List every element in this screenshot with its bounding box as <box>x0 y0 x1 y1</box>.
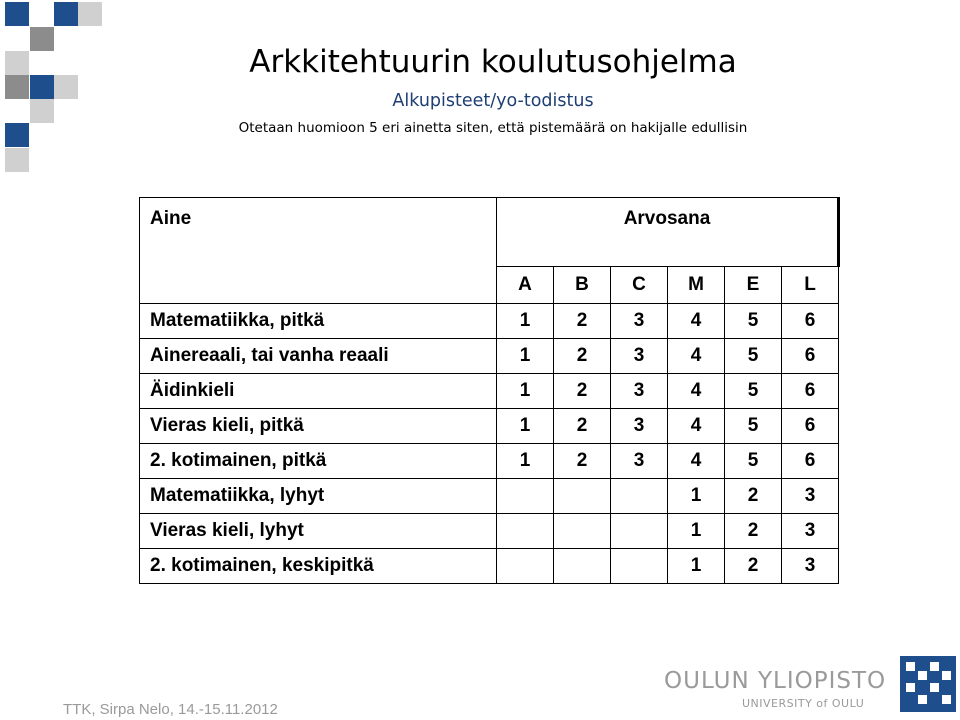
points-cell: 1 <box>497 304 554 339</box>
points-cell: 3 <box>611 409 668 444</box>
points-cell <box>611 549 668 584</box>
subject-cell: 2. kotimainen, pitkä <box>140 444 497 479</box>
points-cell: 1 <box>497 409 554 444</box>
points-cell: 4 <box>668 409 725 444</box>
points-cell: 6 <box>782 304 839 339</box>
deco-square <box>54 2 78 26</box>
points-cell: 1 <box>668 479 725 514</box>
subject-cell: Vieras kieli, pitkä <box>140 409 497 444</box>
grade-letter: B <box>554 267 611 304</box>
slide-title: Arkkitehtuurin koulutusohjelma <box>249 44 737 80</box>
table-row <box>140 479 839 514</box>
points-cell: 2 <box>725 479 782 514</box>
university-logo-name: OULUN YLIOPISTO <box>664 668 887 694</box>
points-cell: 1 <box>497 374 554 409</box>
deco-square <box>78 2 102 26</box>
header-subject: Aine <box>140 198 497 267</box>
grade-letter: C <box>611 267 668 304</box>
grade-letter: A <box>497 267 554 304</box>
table-header-row <box>140 198 839 267</box>
table-row <box>140 514 839 549</box>
points-cell: 4 <box>668 444 725 479</box>
points-cell: 4 <box>668 304 725 339</box>
points-cell: 1 <box>497 444 554 479</box>
slide-note: Otetaan huomioon 5 eri ainetta siten, että pistemäärä on hakijalle edullisin <box>238 120 748 136</box>
points-cell: 5 <box>725 444 782 479</box>
points-cell: 3 <box>782 549 839 584</box>
points-cell: 5 <box>725 374 782 409</box>
footer-text: TTK, Sirpa Nelo, 14.-15.11.2012 <box>63 701 278 718</box>
points-cell: 5 <box>725 304 782 339</box>
subject-cell: Äidinkieli <box>140 374 497 409</box>
table-row <box>140 444 839 479</box>
slide-subtitle: Alkupisteet/yo-todistus <box>392 91 594 111</box>
header-subject-blank <box>140 267 497 304</box>
subject-cell: Matematiikka, pitkä <box>140 304 497 339</box>
points-cell: 3 <box>611 304 668 339</box>
points-cell <box>611 479 668 514</box>
points-cell <box>554 549 611 584</box>
points-cell: 4 <box>668 339 725 374</box>
points-cell: 3 <box>782 514 839 549</box>
university-emblem-icon <box>900 656 956 712</box>
table-row <box>140 304 839 339</box>
points-cell: 2 <box>725 549 782 584</box>
points-cell: 1 <box>668 549 725 584</box>
subject-cell: Ainereaali, tai vanha reaali <box>140 339 497 374</box>
points-cell: 2 <box>554 304 611 339</box>
table-row <box>140 409 839 444</box>
subject-cell: Vieras kieli, lyhyt <box>140 514 497 549</box>
points-cell: 3 <box>782 479 839 514</box>
points-cell: 3 <box>611 374 668 409</box>
points-cell <box>554 479 611 514</box>
points-cell: 2 <box>725 514 782 549</box>
points-cell: 2 <box>554 444 611 479</box>
points-cell <box>497 479 554 514</box>
grade-points-table <box>139 197 840 584</box>
points-cell: 2 <box>554 339 611 374</box>
points-cell <box>497 549 554 584</box>
grade-letter: M <box>668 267 725 304</box>
points-cell: 2 <box>554 374 611 409</box>
grade-letter: L <box>782 267 839 304</box>
table-row <box>140 339 839 374</box>
points-cell <box>611 514 668 549</box>
points-cell: 1 <box>668 514 725 549</box>
deco-square <box>5 2 29 26</box>
points-cell: 4 <box>668 374 725 409</box>
table-row <box>140 549 839 584</box>
points-cell: 6 <box>782 444 839 479</box>
deco-square <box>5 148 29 172</box>
table-row <box>140 374 839 409</box>
points-cell <box>497 514 554 549</box>
grade-letters-row <box>140 267 839 304</box>
points-cell: 1 <box>497 339 554 374</box>
points-cell: 6 <box>782 409 839 444</box>
points-cell: 6 <box>782 339 839 374</box>
points-cell: 5 <box>725 409 782 444</box>
header-grade: Arvosana <box>497 198 839 267</box>
points-cell: 2 <box>554 409 611 444</box>
subject-cell: 2. kotimainen, keskipitkä <box>140 549 497 584</box>
points-cell: 3 <box>611 444 668 479</box>
points-cell: 6 <box>782 374 839 409</box>
university-logo-subname: UNIVERSITY of OULU <box>742 697 865 710</box>
subject-cell: Matematiikka, lyhyt <box>140 479 497 514</box>
points-cell <box>554 514 611 549</box>
grade-letter: E <box>725 267 782 304</box>
points-cell: 3 <box>611 339 668 374</box>
points-cell: 5 <box>725 339 782 374</box>
